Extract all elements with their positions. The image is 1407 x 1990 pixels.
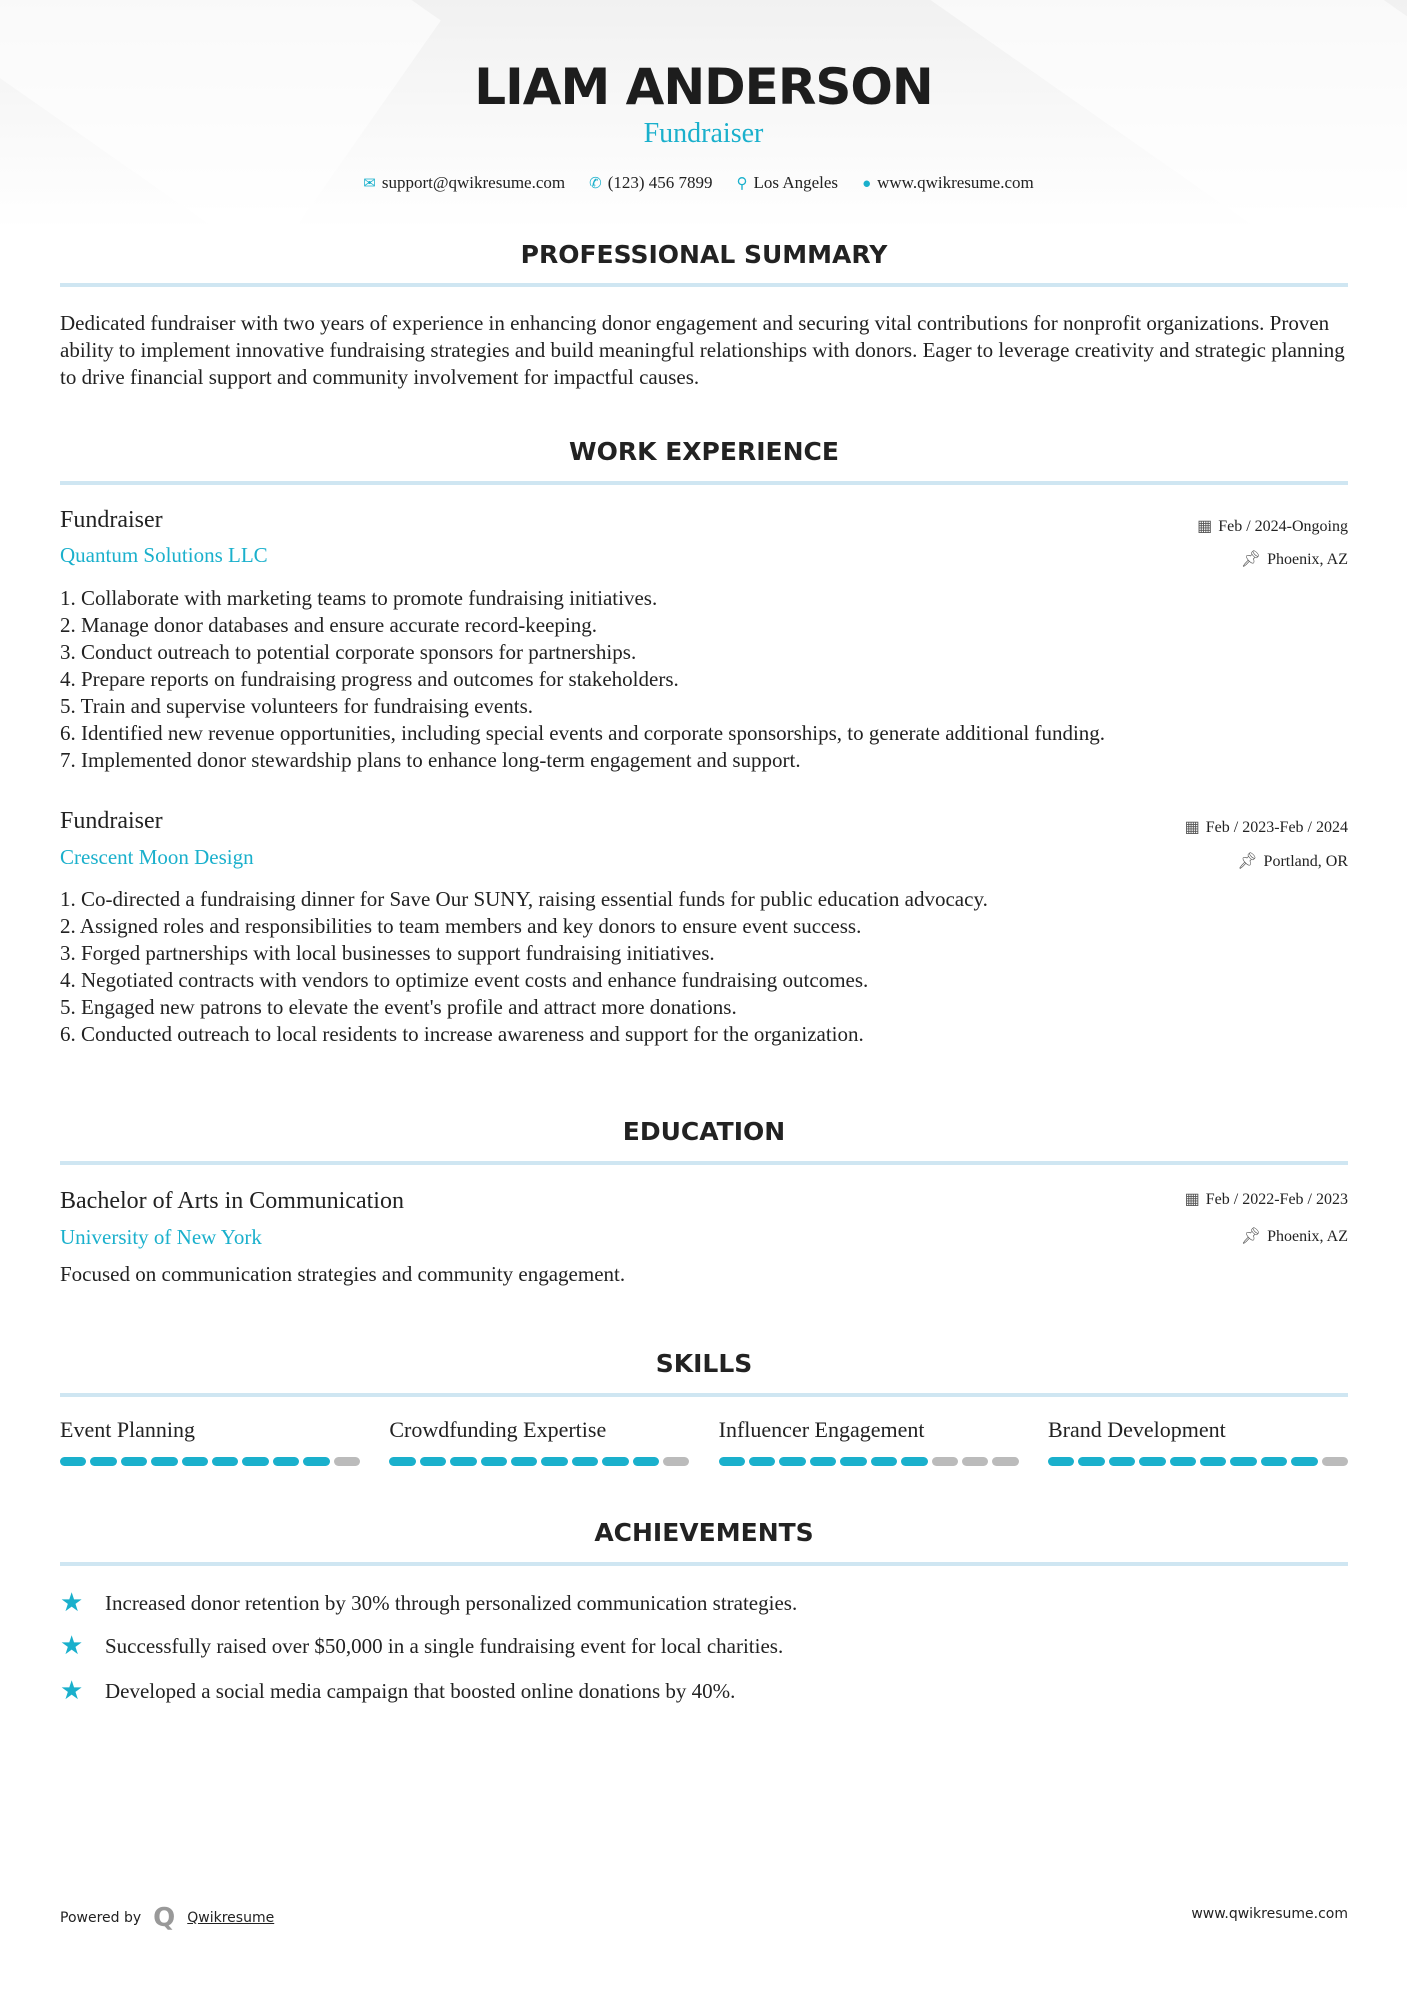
skill-meter-segment xyxy=(90,1457,116,1466)
pin-icon: 📌︎ xyxy=(1240,551,1262,568)
list-item: 5. Engaged new patrons to elevate the event's profile and attract more donations. xyxy=(60,995,737,1019)
school: University of New York xyxy=(60,1225,262,1249)
job-company: Crescent Moon Design xyxy=(60,845,254,869)
skill-name: Event Planning xyxy=(60,1417,196,1442)
qwikresume-logo-icon: Q xyxy=(153,1903,176,1933)
section-heading-skills: SKILLS xyxy=(655,1349,753,1378)
skill-meter-segment xyxy=(273,1457,299,1466)
skill-meter-segment xyxy=(633,1457,659,1466)
job-bullets xyxy=(60,886,1348,1048)
job-dates: Feb / 2023-Feb / 2024 xyxy=(1205,819,1348,836)
footer-website[interactable]: www.qwikresume.com xyxy=(1191,1906,1348,1922)
email-link[interactable]: support@qwikresume.com xyxy=(381,173,566,192)
section-heading-summary: PROFESSIONAL SUMMARY xyxy=(520,240,888,269)
skill-meter-segment xyxy=(1322,1457,1348,1466)
list-item: 6. Conducted outreach to local residents to increase awareness and support for the organization. xyxy=(60,1022,864,1046)
powered-by: Powered by xyxy=(60,1910,142,1926)
skill-meter-segment xyxy=(779,1457,805,1466)
calendar-icon: ▦ xyxy=(1197,518,1213,535)
skill-meter-segment xyxy=(1078,1457,1104,1466)
job-title: Fundraiser xyxy=(60,507,163,533)
skill-meter-segment xyxy=(334,1457,360,1466)
achievement-text: Successfully raised over $50,000 in a single fundraising event for local charities. xyxy=(105,1633,784,1658)
phone-icon: ✆ xyxy=(589,176,602,192)
footer-left xyxy=(60,1903,274,1933)
skill-meter-segment xyxy=(481,1457,507,1466)
qwikresume-link[interactable]: Qwikresume xyxy=(187,1910,275,1926)
candidate-role: Fundraiser xyxy=(643,118,764,149)
skill-name: Influencer Engagement xyxy=(718,1417,925,1442)
skill-meter-segment xyxy=(389,1457,415,1466)
skill-meter-segment xyxy=(121,1457,147,1466)
skills-list xyxy=(60,1417,1348,1466)
achievement-text: Increased donor retention by 30% through personalized communication strategies. xyxy=(105,1590,798,1615)
job-location: Portland, OR xyxy=(1263,853,1348,870)
edu-dates: Feb / 2022-Feb / 2023 xyxy=(1205,1191,1348,1208)
pin-icon: 📌︎ xyxy=(1237,853,1258,870)
list-item: 2. Manage donor databases and ensure accurate record-keeping. xyxy=(60,613,597,637)
skill-meter-segment xyxy=(303,1457,329,1466)
skill-item xyxy=(1048,1417,1348,1466)
divider xyxy=(60,283,1348,287)
degree: Bachelor of Arts in Communication xyxy=(60,1188,404,1214)
skill-meter-segment xyxy=(420,1457,446,1466)
skill-meter-segment xyxy=(663,1457,689,1466)
section-heading-achievements: ACHIEVEMENTS xyxy=(594,1518,814,1547)
list-item: 1. Co-directed a fundraising dinner for Save Our SUNY, raising essential funds for public education advocacy. xyxy=(60,887,988,911)
skill-meter xyxy=(1048,1457,1348,1466)
skill-meter-segment xyxy=(212,1457,238,1466)
calendar-icon: ▦ xyxy=(1184,1191,1200,1208)
skill-meter-segment xyxy=(450,1457,476,1466)
job-location: Phoenix, AZ xyxy=(1267,551,1348,568)
skill-item xyxy=(719,1417,1019,1466)
edu-location: Phoenix, AZ xyxy=(1267,1228,1348,1245)
job-company: Quantum Solutions LLC xyxy=(60,543,268,567)
achievement-text: Developed a social media campaign that boosted online donations by 40%. xyxy=(105,1678,736,1703)
skill-meter-segment xyxy=(932,1457,958,1466)
list-item: 1. Collaborate with marketing teams to promote fundraising initiatives. xyxy=(60,586,658,610)
skill-meter-segment xyxy=(1170,1457,1196,1466)
map-pin-icon: ⚲ xyxy=(736,176,748,192)
website-link[interactable]: www.qwikresume.com xyxy=(877,173,1034,192)
skill-meter-segment xyxy=(840,1457,866,1466)
list-item: 3. Forged partnerships with local businesses to support fundraising initiatives. xyxy=(60,941,715,965)
pin-icon: 📌︎ xyxy=(1240,1228,1262,1245)
skill-meter-segment xyxy=(1200,1457,1226,1466)
skill-meter-segment xyxy=(992,1457,1018,1466)
skill-meter-segment xyxy=(602,1457,628,1466)
list-item: 2. Assigned roles and responsibilities to team members and key donors to ensure event success. xyxy=(60,914,862,938)
skill-meter-segment xyxy=(1048,1457,1074,1466)
skill-meter-segment xyxy=(541,1457,567,1466)
skill-meter-segment xyxy=(1109,1457,1135,1466)
skill-meter xyxy=(389,1457,689,1466)
star-icon: ★ xyxy=(60,1588,84,1617)
divider xyxy=(60,1161,1348,1165)
skill-meter-segment xyxy=(719,1457,745,1466)
skill-meter-segment xyxy=(901,1457,927,1466)
job-bullets xyxy=(60,585,1348,774)
divider xyxy=(60,1562,1348,1566)
skill-meter-segment xyxy=(810,1457,836,1466)
skill-meter-segment xyxy=(749,1457,775,1466)
skill-name: Brand Development xyxy=(1047,1417,1226,1442)
calendar-icon: ▦ xyxy=(1184,819,1200,836)
globe-icon: ● xyxy=(862,176,872,192)
divider xyxy=(60,481,1348,485)
achievement-item xyxy=(60,1676,735,1706)
skill-meter-segment xyxy=(1261,1457,1287,1466)
envelope-icon: ✉ xyxy=(363,176,376,192)
location: Los Angeles xyxy=(753,173,839,192)
skill-meter-segment xyxy=(962,1457,988,1466)
star-icon: ★ xyxy=(60,1631,84,1660)
skill-item xyxy=(389,1417,689,1466)
section-heading-work: WORK EXPERIENCE xyxy=(569,437,839,466)
skill-name: Crowdfunding Expertise xyxy=(389,1417,607,1442)
list-item: 5. Train and supervise volunteers for fundraising events. xyxy=(60,694,534,718)
list-item: 4. Prepare reports on fundraising progress and outcomes for stakeholders. xyxy=(60,667,679,691)
list-item: 7. Implemented donor stewardship plans to enhance long-term engagement and support. xyxy=(60,748,801,772)
skill-meter-segment xyxy=(1230,1457,1256,1466)
list-item: 6. Identified new revenue opportunities, including special events and corporate sponsorships, to generate additional funding. xyxy=(60,721,1106,745)
phone: (123) 456 7899 xyxy=(607,173,713,192)
job-title: Fundraiser xyxy=(60,808,163,834)
skill-meter-segment xyxy=(1139,1457,1165,1466)
achievement-item xyxy=(60,1631,783,1661)
list-item: 4. Negotiated contracts with vendors to optimize event costs and enhance fundraising outcomes. xyxy=(60,968,869,992)
skill-meter-segment xyxy=(182,1457,208,1466)
list-item: 3. Conduct outreach to potential corporate sponsors for partnerships. xyxy=(60,640,637,664)
edu-description: Focused on communication strategies and community engagement. xyxy=(60,1262,626,1286)
skill-meter-segment xyxy=(151,1457,177,1466)
divider xyxy=(60,1393,1348,1397)
contact-bar xyxy=(0,173,1407,193)
star-icon: ★ xyxy=(60,1676,84,1705)
job-dates: Feb / 2024-Ongoing xyxy=(1218,518,1348,535)
achievement-item xyxy=(60,1588,797,1618)
skill-meter-segment xyxy=(572,1457,598,1466)
skill-meter-segment xyxy=(511,1457,537,1466)
skill-item xyxy=(60,1417,360,1466)
summary-text: Dedicated fundraiser with two years of experience in enhancing donor engagement and securing vital contributions for nonprofit organizations. Proven ability to implement innovative fundraising strategies and build meaningful relationships with donors. Eager to leverage creativity and strategic planning to drive financial support and community involvement for impactful causes. xyxy=(60,311,1345,389)
candidate-name: LIAM ANDERSON xyxy=(474,58,933,116)
skill-meter xyxy=(60,1457,360,1466)
skill-meter-segment xyxy=(871,1457,897,1466)
skill-meter xyxy=(719,1457,1019,1466)
skill-meter-segment xyxy=(242,1457,268,1466)
skill-meter-segment xyxy=(1291,1457,1317,1466)
skill-meter-segment xyxy=(60,1457,86,1466)
section-heading-education: EDUCATION xyxy=(622,1117,786,1146)
